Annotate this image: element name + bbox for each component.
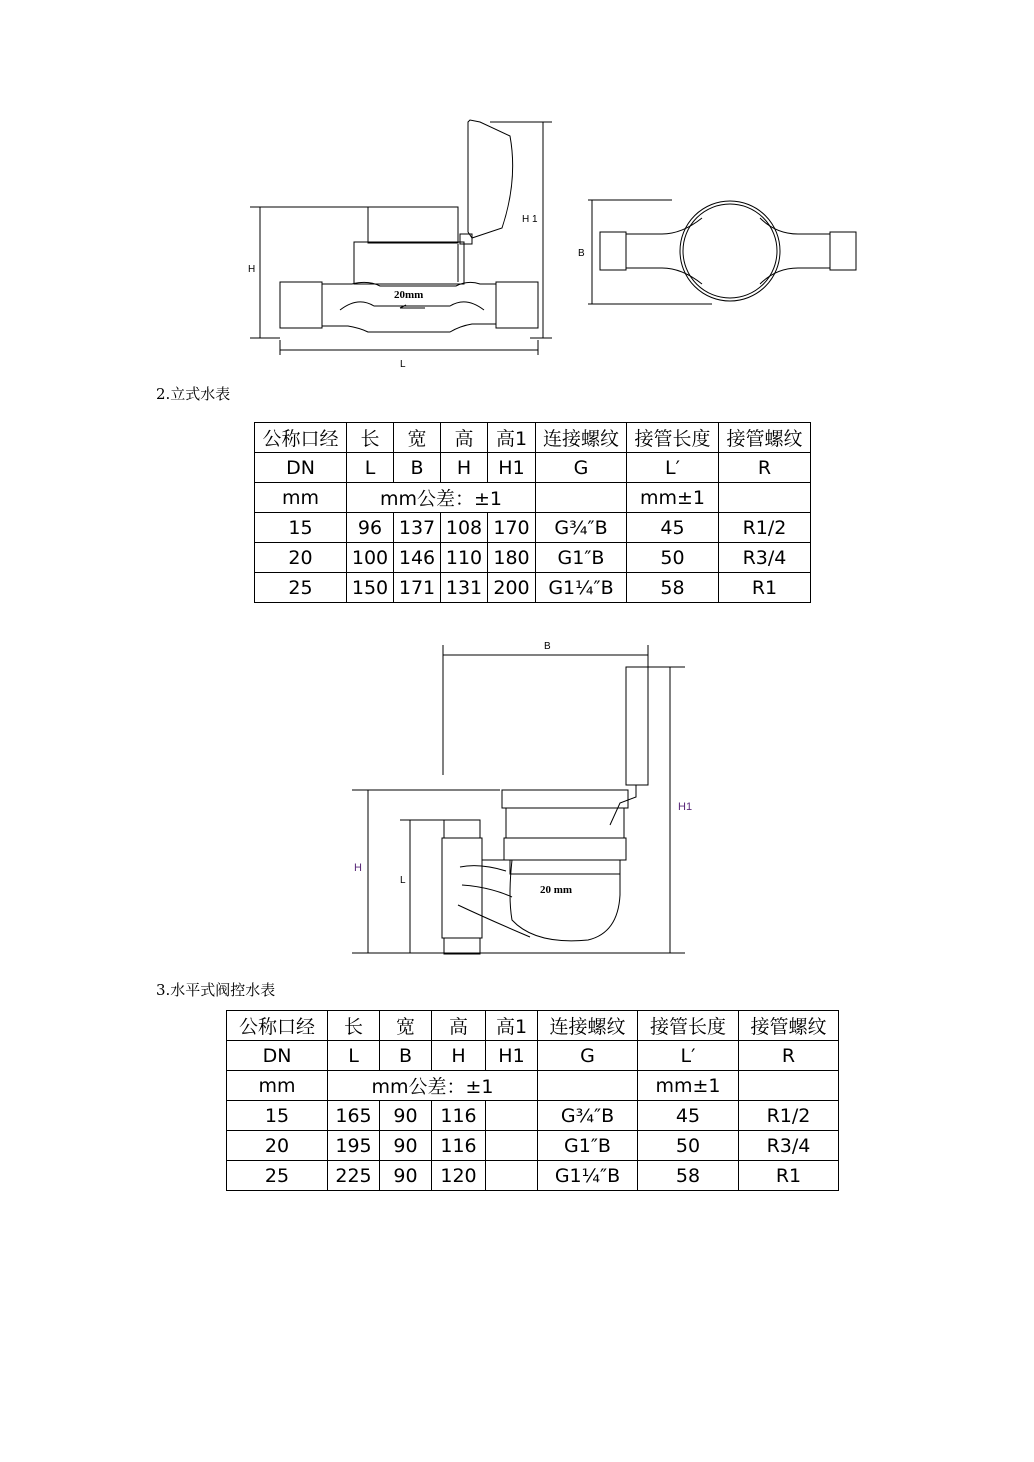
symbol-cell: B: [394, 453, 441, 483]
header-cell: 长: [328, 1011, 380, 1041]
flow-size-label: 20mm: [394, 289, 424, 301]
dim-b-label: B: [578, 248, 585, 259]
header-cell: 长: [347, 423, 394, 453]
table-symbol-row: [255, 453, 811, 483]
header-cell: 接管螺纹: [739, 1011, 839, 1041]
table-cell: G1″B: [536, 543, 627, 573]
symbol-cell: H1: [486, 1041, 538, 1071]
table-cell: 108: [441, 513, 488, 543]
unit-cell-empty: [536, 483, 627, 513]
table-cell: G¾″B: [536, 513, 627, 543]
table-cell: 45: [638, 1101, 739, 1131]
symbol-cell: DN: [227, 1041, 328, 1071]
header-cell: 宽: [394, 423, 441, 453]
table-cell: 25: [255, 573, 347, 603]
header-cell: 高1: [488, 423, 536, 453]
horizontal-meter-top-view: [572, 192, 872, 314]
table-cell: [486, 1101, 538, 1131]
table-cell: 171: [394, 573, 441, 603]
symbol-cell: L: [328, 1041, 380, 1071]
table-cell: 15: [227, 1101, 328, 1131]
unit-cell: mm: [255, 483, 347, 513]
table-cell: 180: [488, 543, 536, 573]
table-cell: 15: [255, 513, 347, 543]
header-cell: 接管螺纹: [719, 423, 811, 453]
table-cell: 150: [347, 573, 394, 603]
table-cell: 146: [394, 543, 441, 573]
table-cell: 137: [394, 513, 441, 543]
table-cell: 20: [227, 1131, 328, 1161]
header-cell: 宽: [380, 1011, 432, 1041]
symbol-cell: H1: [488, 453, 536, 483]
table-row: [227, 1131, 839, 1161]
unit-cell: mm: [227, 1071, 328, 1101]
unit-cell: mm±1: [627, 483, 719, 513]
table-row: [255, 543, 811, 573]
header-cell: 接管长度: [627, 423, 719, 453]
section-heading-vertical-meter: 2.立式水表: [156, 385, 231, 403]
symbol-cell: G: [538, 1041, 638, 1071]
table-cell: 96: [347, 513, 394, 543]
table-cell: G1¼″B: [536, 573, 627, 603]
table-row: [227, 1161, 839, 1191]
table-cell: 25: [227, 1161, 328, 1191]
unit-cell-empty: [719, 483, 811, 513]
header-cell: 连接螺纹: [536, 423, 627, 453]
vertical-meter-side-view: [340, 635, 710, 960]
table-cell: 90: [380, 1161, 432, 1191]
table-cell: 100: [347, 543, 394, 573]
section-heading-valve-meter: 3.水平式阀控水表: [156, 981, 276, 999]
dim-l-label: L: [400, 359, 406, 370]
vertical-meter-spec-table: [254, 422, 811, 603]
table-row: [227, 1101, 839, 1131]
table-header-row: [227, 1011, 839, 1041]
dim-l-label: L: [400, 875, 406, 886]
table-cell: R1: [719, 573, 811, 603]
header-cell: 高: [441, 423, 488, 453]
dim-h-label: H: [354, 862, 362, 874]
table-cell: 165: [328, 1101, 380, 1131]
table-cell: 45: [627, 513, 719, 543]
dim-h1-label: H 1: [522, 214, 538, 225]
header-cell: 公称口经: [255, 423, 347, 453]
table-cell: 120: [432, 1161, 486, 1191]
table-cell: 50: [627, 543, 719, 573]
table-row: [255, 513, 811, 543]
table-cell: 110: [441, 543, 488, 573]
dim-b-label: B: [544, 641, 551, 652]
symbol-cell: B: [380, 1041, 432, 1071]
table-cell: 225: [328, 1161, 380, 1191]
header-cell: 公称口经: [227, 1011, 328, 1041]
table-cell: 116: [432, 1131, 486, 1161]
symbol-cell: L: [347, 453, 394, 483]
symbol-cell: H: [432, 1041, 486, 1071]
flow-size-label: 20 mm: [540, 884, 573, 896]
table-cell: R1: [739, 1161, 839, 1191]
tolerance-cell: mm公差：±1: [328, 1071, 538, 1101]
table-cell: 90: [380, 1101, 432, 1131]
tolerance-cell: mm公差：±1: [347, 483, 536, 513]
table-cell: 116: [432, 1101, 486, 1131]
table-cell: R1/2: [739, 1101, 839, 1131]
symbol-cell: G: [536, 453, 627, 483]
table-unit-row: [255, 483, 811, 513]
table-cell: 195: [328, 1131, 380, 1161]
table-cell: G1¼″B: [538, 1161, 638, 1191]
table-cell: 58: [627, 573, 719, 603]
symbol-cell: L′: [627, 453, 719, 483]
valve-meter-spec-table: [226, 1010, 839, 1191]
table-cell: G¾″B: [538, 1101, 638, 1131]
symbol-cell: R: [719, 453, 811, 483]
unit-cell: mm±1: [638, 1071, 739, 1101]
table-symbol-row: [227, 1041, 839, 1071]
table-cell: 58: [638, 1161, 739, 1191]
symbol-cell: H: [441, 453, 488, 483]
table-header-row: [255, 423, 811, 453]
table-cell: R3/4: [719, 543, 811, 573]
table-cell: G1″B: [538, 1131, 638, 1161]
unit-cell-empty: [739, 1071, 839, 1101]
table-cell: 20: [255, 543, 347, 573]
dim-h1-label: H1: [678, 801, 693, 813]
table-cell: R1/2: [719, 513, 811, 543]
table-cell: R3/4: [739, 1131, 839, 1161]
symbol-cell: L′: [638, 1041, 739, 1071]
table-cell: 50: [638, 1131, 739, 1161]
header-cell: 连接螺纹: [538, 1011, 638, 1041]
table-cell: 200: [488, 573, 536, 603]
header-cell: 接管长度: [638, 1011, 739, 1041]
table-cell: 90: [380, 1131, 432, 1161]
table-cell: [486, 1161, 538, 1191]
table-cell: 131: [441, 573, 488, 603]
table-cell: [486, 1131, 538, 1161]
dim-h-label: H: [248, 264, 256, 275]
horizontal-meter-side-view: [240, 110, 560, 375]
symbol-cell: R: [739, 1041, 839, 1071]
symbol-cell: DN: [255, 453, 347, 483]
header-cell: 高1: [486, 1011, 538, 1041]
header-cell: 高: [432, 1011, 486, 1041]
table-row: [255, 573, 811, 603]
table-cell: 170: [488, 513, 536, 543]
table-unit-row: [227, 1071, 839, 1101]
unit-cell-empty: [538, 1071, 638, 1101]
